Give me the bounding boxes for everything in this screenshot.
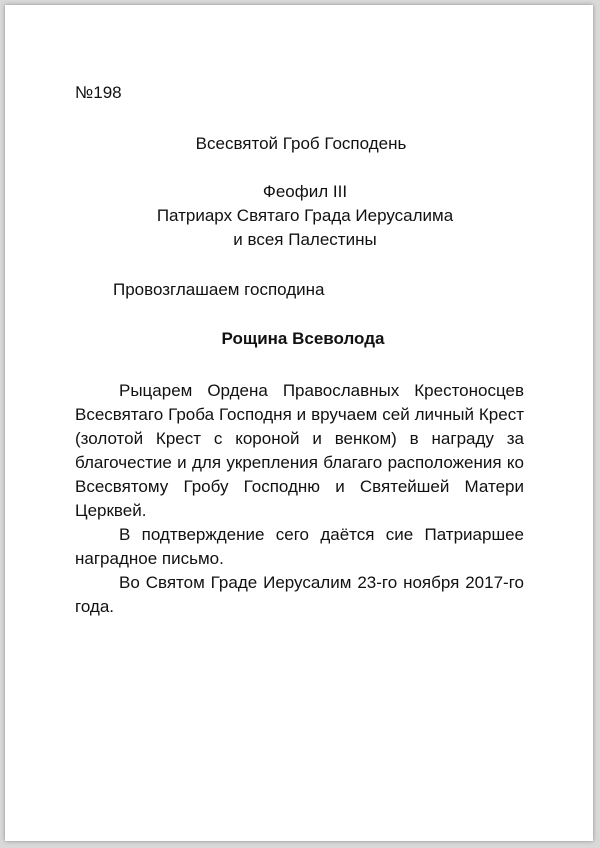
patriarch-title-line2: и всея Палестины	[233, 230, 377, 249]
award-paragraph: Рыцарем Ордена Православных Крестоносцев Всесвятаго Гроба Господня и вручаем сей личный Крест (золотой Крест с короной и венком) в награду за благочестие и для укрепления благаго расположения ко Всесвятому Гробу Господню и Святейшей Матери Церквей.	[75, 381, 524, 520]
document-page	[5, 5, 593, 841]
confirmation-paragraph: В подтверждение сего даётся сие Патриаршее наградное письмо.	[75, 525, 524, 568]
recipient-name: Рощина Всеволода	[221, 329, 385, 348]
date-paragraph: Во Святом Граде Иерусалим 23-го ноября 2017-го года.	[75, 573, 524, 616]
document-heading: Всесвятой Гроб Господень	[195, 134, 407, 153]
patriarch-name: Феофил III	[262, 182, 348, 201]
document-number: №198	[75, 83, 122, 102]
patriarch-title-line1: Патриарх Святаго Града Иерусалима	[156, 206, 454, 225]
proclamation-text: Провозглашаем господина	[113, 280, 325, 299]
